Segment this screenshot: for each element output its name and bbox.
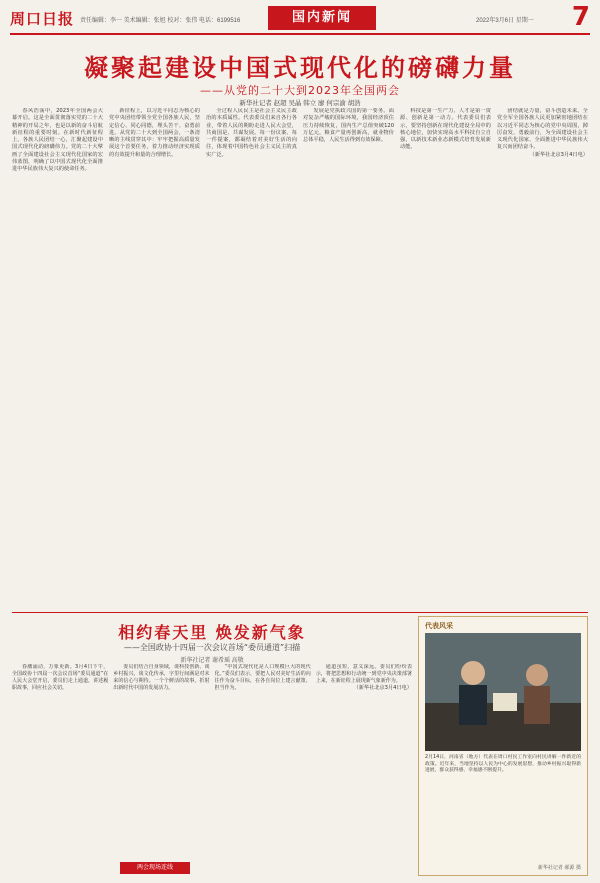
live-badge: 两会现场连线 (120, 862, 190, 874)
article-paragraph: 新征程上，以习近平同志为核心的党中央团结带领全党全国各族人民，坚定信心、同心同德，埋头苦干、奋勇前进。从党的二十大到全国两会，一条清晰的主线贯穿其中：牢牢把握高质量发展这个首要任务，着力推动经济实现质的有效提升和量的合理增长。 (109, 108, 200, 158)
article-paragraph: 全过程人民民主是社会主义民主政治的本质属性。代表委员们来自各行各业，带着人民的期盼走进人民大会堂，共商国是、共谋发展。每一份议案、每一件提案，都凝结着对美好生活的向往，体现着中国特色社会主义民主的真实广泛。 (206, 108, 297, 158)
editor-meta: 责任编辑：李一 美术编辑：张旭 校对：张伟 电话：6199516 (80, 18, 241, 24)
article-column (12, 108, 103, 608)
article-paragraph: “中国式现代化是人口规模巨大的现代化。”委员们表示，要把人民对美好生活的向往作为奋斗目标，在各自岗位上建言献策、担当作为。 (214, 664, 311, 691)
article-column (303, 108, 394, 608)
article-column (109, 108, 200, 608)
article-column (316, 664, 412, 876)
article-signature: （新华社北京3月4日电） (529, 151, 588, 158)
article-column (215, 664, 311, 876)
paper-logo: 周口日报 (10, 10, 75, 28)
photo-illustration (425, 633, 581, 751)
masthead (10, 2, 590, 36)
photo-feature (418, 616, 588, 876)
photo-caption: 2月14日，河南省（地方）代表在周口村民工作室向村民讲解一件新近的政策。近年来，当地坚持以人民为中心的发展思想，推动乡村振兴取得新进展，群众获得感、幸福感不断提升。 (425, 755, 581, 774)
article-paragraph: 春风浩荡中，2023年全国两会大幕开启。这是全面贯彻落实党的二十大精神的开局之年，也是以新的奋斗启航新征程的重要时刻。在新时代新征程上，各族人民团结一心，汇聚起建设中国式现代化的磅礴伟力。党的二十大擘画了全面建设社会主义现代化国家的宏伟蓝图，明确了以中国式现代化全面推进中华民族伟大复兴的使命任务。 (12, 108, 103, 173)
photo-label: 代表风采 (425, 622, 453, 630)
article-paragraph: 发展是党执政兴国的第一要务。面对复杂严峻的国际环境，我国经济顶住压力持续恢复，国内生产总值突破120万亿元，粮食产量再创新高，就业物价总体平稳，人民生活得到有效保障。 (303, 108, 394, 144)
article-column (12, 664, 108, 876)
main-byline: 新华社记者 赵超 吴晶 韩立 廖 何宗渝 胡浩 (239, 100, 361, 107)
article-paragraph: 通道虽短，意义深远。委员们纷纷表示，将把思想和行动统一到党中央决策部署上来，在新征程上展现新气象新作为。 (315, 664, 412, 684)
article-paragraph: 科技是第一生产力、人才是第一资源、创新是第一动力。代表委员们表示，要坚持创新在现代化建设全局中的核心地位，加快实现高水平科技自立自强，以新技术新业态新模式培育发展新动能。 (400, 108, 491, 151)
page-number: 7 (571, 2, 590, 32)
article-column (400, 108, 491, 608)
article-paragraph: 委员们结合自身领域，谈科技创新、谈乡村振兴、谈文化传承，字里行间满是对未来的信心与期待。一个个鲜活的故事，折射出新时代中国的发展活力。 (113, 664, 210, 691)
second-article-body (12, 664, 412, 876)
photo-credit: 新华社记者 郝源 摄 (537, 865, 581, 871)
news-photo (425, 633, 581, 751)
header-rule (10, 33, 590, 35)
second-subheadline: ——全国政协十四届一次会议首场“委员通道”扫描 (123, 643, 301, 652)
article-paragraph: 团结就是力量，奋斗创造未来。全党全军全国各族人民更加紧密地团结在以习近平同志为核心的党中央周围，踔厉奋发、勇毅前行，为全面建设社会主义现代化国家、全面推进中华民族伟大复兴而团结奋斗。 (497, 108, 588, 151)
article-signature: （新华社北京3月4日电） (353, 685, 412, 691)
issue-date: 2022年3月6日 星期一 (476, 18, 534, 24)
section-title: 国内新闻 (268, 6, 376, 30)
main-headline: 凝聚起建设中国式现代化的磅礴力量 (84, 54, 516, 82)
main-article-body (12, 108, 588, 608)
article-column (113, 664, 209, 876)
article-paragraph: 春潮涌动，万象更新。3月4日下午，全国政协十四届一次会议首场“委员通道”在人民大会堂开启，委员们走上通道，讲述履职故事，回应社会关切。 (12, 664, 109, 691)
article-column (206, 108, 297, 608)
main-subheadline: ——从党的二十大到2023年全国两会 (200, 84, 400, 97)
second-headline: 相约春天里 焕发新气象 (118, 623, 306, 642)
second-byline: 新华社记者 谢希瑶 高敬 (180, 658, 244, 664)
section-divider (12, 612, 588, 613)
article-column (497, 108, 588, 608)
